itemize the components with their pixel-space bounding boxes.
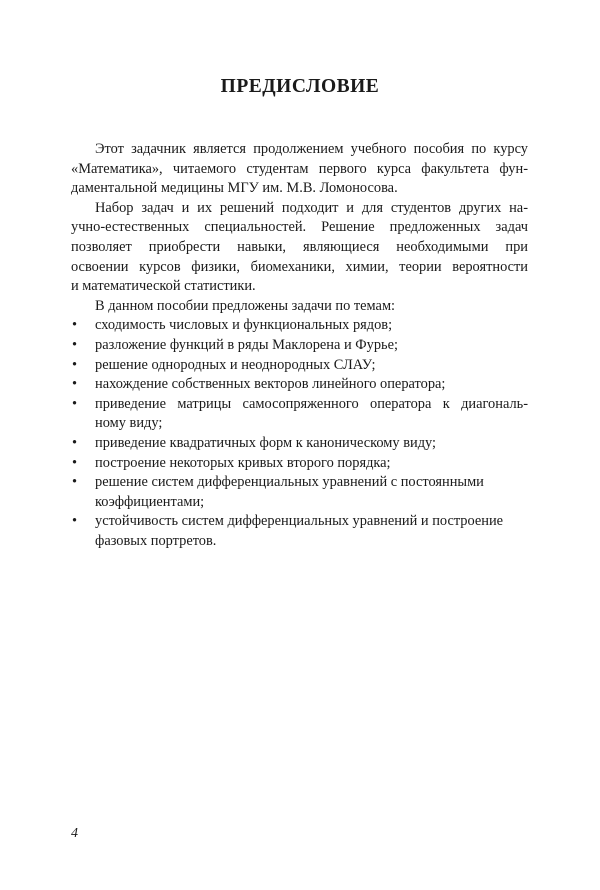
page-title: ПРЕДИСЛОВИЕ	[220, 76, 380, 97]
bullet-icon: •	[72, 356, 78, 373]
list-item-text: приведение матрицы самосопряженного оператора к диагональ-	[95, 395, 528, 412]
bullet-icon: •	[72, 336, 78, 353]
list-item-text: решение систем дифференциальных уравнений с постоянными	[95, 474, 484, 491]
list-item-text: ному виду;	[95, 415, 163, 432]
bullet-icon: •	[72, 376, 78, 393]
list-item	[71, 454, 528, 474]
list-item-text: фазовых портретов.	[95, 532, 217, 549]
text-line: Набор задач и их решений подходит и для студентов других на-	[95, 199, 528, 216]
list-item	[71, 434, 528, 454]
bullet-icon: •	[72, 395, 78, 412]
text-line: и математической статистики.	[71, 278, 256, 295]
list-item	[71, 375, 528, 395]
list-item-text: устойчивость систем дифференциальных уравнений и построение	[95, 513, 504, 530]
list-item-text: решение однородных и неоднородных СЛАУ;	[95, 356, 376, 373]
bullet-icon: •	[72, 513, 78, 530]
list-item-text: построение некоторых кривых второго порядка;	[95, 454, 391, 471]
text-line: освоении курсов физики, биомеханики, химии, теории вероятности	[71, 258, 528, 275]
list-item	[71, 473, 528, 512]
paragraph-intro	[71, 140, 528, 199]
list-item	[71, 316, 528, 336]
bullet-icon: •	[72, 474, 78, 491]
bullet-icon: •	[72, 454, 78, 471]
list-item-text: коэффициентами;	[95, 493, 205, 510]
list-item	[71, 512, 528, 551]
text-line: позволяет приобрести навыки, являющиеся необходимыми при	[71, 238, 528, 255]
text-line: Этот задачник является продолжением учебного пособия по курсу	[95, 141, 528, 157]
page-number: 4	[71, 826, 78, 841]
text-line: учно-естественных специальностей. Решение предложенных задач	[71, 219, 528, 236]
list-item-text: разложение функций в ряды Маклорена и Фурье;	[95, 336, 398, 353]
list-item-text: приведение квадратичных форм к каноническому виду;	[95, 434, 437, 451]
text-line: даментальной медицины МГУ им. М.В. Ломоносова.	[71, 180, 398, 197]
list-item	[71, 356, 528, 376]
list-item-text: нахождение собственных векторов линейного оператора;	[95, 376, 446, 393]
bullet-icon: •	[72, 434, 78, 451]
list-item-text: сходимость числовых и функциональных рядов;	[95, 317, 393, 334]
list-item	[71, 395, 528, 434]
text-line: В данном пособии предложены задачи по темам:	[95, 297, 396, 314]
paragraph-topics-intro	[71, 297, 528, 317]
bullet-icon: •	[72, 317, 78, 334]
topics-list	[71, 316, 528, 551]
paragraph-audience	[71, 199, 528, 297]
preface-body	[71, 140, 528, 551]
text-line: «Математика», читаемого студентам первого курса факультета фун-	[71, 160, 528, 177]
list-item	[71, 336, 528, 356]
